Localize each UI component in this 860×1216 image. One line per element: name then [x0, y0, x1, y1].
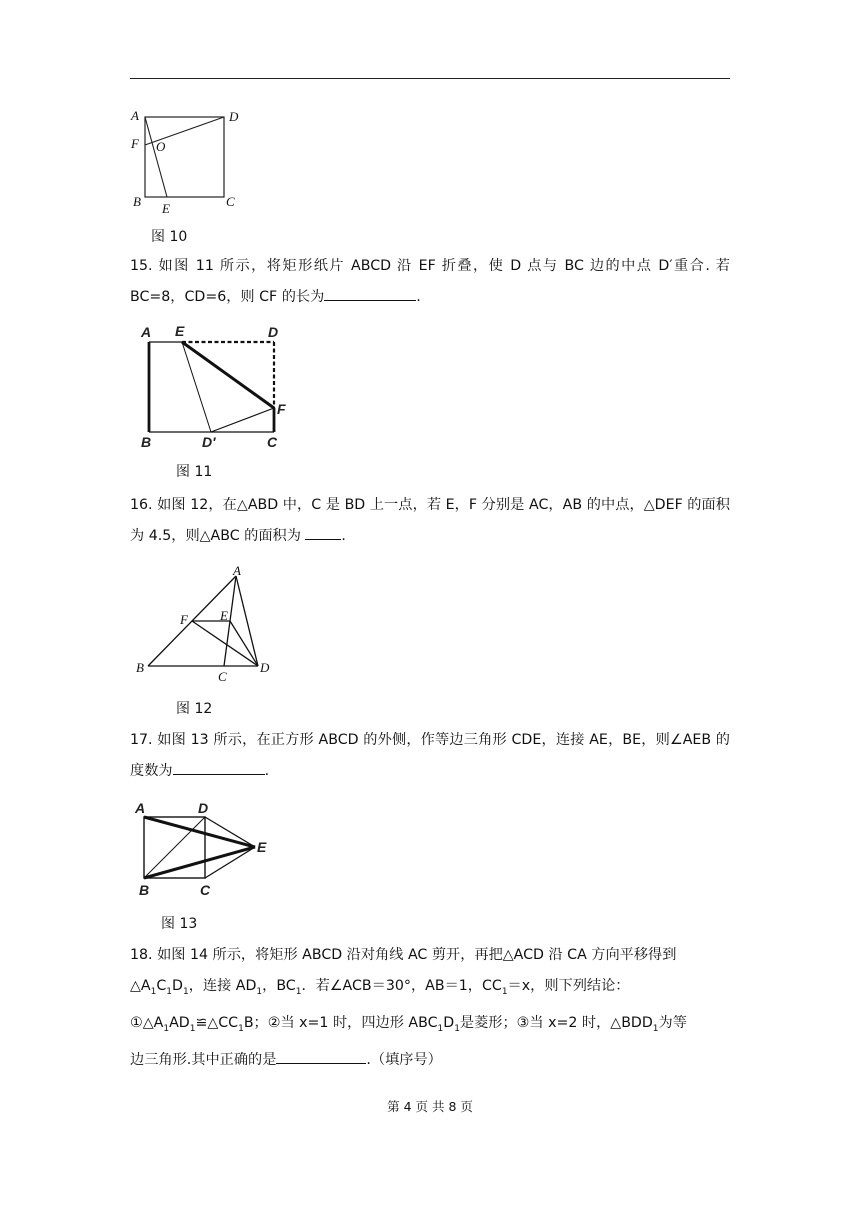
figure-12-diagram: [130, 562, 280, 687]
fig10-label-A: A: [131, 108, 139, 123]
q17-answer-blank[interactable]: [173, 759, 265, 775]
figure-13: [132, 798, 282, 903]
fig12-label-C: C: [218, 669, 227, 684]
q18-line-1: 18. 如图 14 所示，将矩形 ABCD 沿对角线 AC 剪开，再把△ACD 沿 CA 方向平移得到: [130, 947, 677, 963]
fig13-label-B: B: [139, 882, 150, 898]
fig10-label-D: D: [229, 109, 239, 124]
fig12-label-B: B: [136, 660, 144, 675]
figure-11-caption: 图 11: [176, 464, 213, 480]
fig11-label-Dprime: D′: [202, 434, 216, 450]
fig10-label-E: E: [162, 201, 170, 216]
figure-10-diagram: [128, 106, 248, 216]
q16-answer-blank[interactable]: [305, 524, 341, 540]
fig10-label-B: B: [133, 194, 141, 209]
fig11-label-B: B: [141, 434, 152, 450]
fig12-label-E: E: [220, 608, 228, 623]
question-15: 15. 如图 11 所示，将矩形纸片 ABCD 沿 EF 折叠，使 D 点与 BC 边的中点 D′重合. 若 BC=8，CD=6，则 CF 的长为 .: [130, 258, 730, 305]
fig13-label-C: C: [200, 882, 211, 898]
header-rule: [130, 78, 730, 79]
question-17: 17. 如图 13 所示，在正方形 ABCD 的外侧，作等边三角形 CDE，连接 AE，BE，则∠AEB 的度数为 .: [130, 732, 730, 779]
fig13-label-D: D: [198, 800, 209, 816]
q17-text: 17. 如图 13 所示，在正方形 ABCD 的外侧，作等边三角形 CDE，连接 AE，BE，则∠AEB 的度数为: [130, 732, 730, 779]
fig12-label-D: D: [260, 660, 270, 675]
question-16: 16. 如图 12，在△ABD 中，C 是 BD 上一点，若 E，F 分别是 AC，AB 的中点，△DEF 的面积为 4.5，则△ABC 的面积为 .: [130, 497, 730, 544]
fig12-label-A: A: [233, 563, 241, 578]
figure-12-caption: 图 12: [176, 701, 213, 717]
q15-answer-blank[interactable]: [324, 285, 416, 301]
fig11-label-F: F: [277, 401, 286, 417]
fig11-label-D: D: [268, 324, 279, 340]
figure-10-caption: 图 10: [151, 229, 188, 245]
fig11-label-A: A: [141, 324, 152, 340]
page-footer: 第 4 页 共 8 页: [387, 1099, 473, 1114]
fig12-label-F: F: [180, 612, 188, 627]
figure-11-diagram: [138, 322, 298, 452]
fig11-label-E: E: [175, 323, 185, 339]
fig10-label-O: O: [156, 139, 166, 154]
figure-11: [138, 322, 298, 452]
fig10-label-F: F: [131, 136, 139, 151]
q18-line-3: $①\triangle A_1AD_1≌\triangle CC_1B$；②当 x=1 时，四边形 $ABC_1D_1$是菱形；③当 x=2 时，$\triangle BDD_1$为等: [130, 1014, 687, 1034]
fig11-label-C: C: [267, 434, 278, 450]
fig10-label-C: C: [226, 194, 235, 209]
question-18: [130, 940, 730, 1076]
q15-text: 15. 如图 11 所示，将矩形纸片 ABCD 沿 EF 折叠，使 D 点与 BC 边的中点 D′重合. 若 BC=8，CD=6，则 CF 的长为: [130, 258, 730, 305]
figure-12: [130, 562, 280, 687]
figure-10: [128, 106, 248, 216]
fig13-label-E: E: [257, 839, 267, 855]
q18-answer-blank[interactable]: [276, 1048, 366, 1064]
q18-line-2: $\triangle A_1C_1D_1$，连接 $AD_1$，$BC_1$．若∠ACB＝30°，AB＝1，$CC_1=x$，则下列结论：: [130, 978, 630, 997]
q18-line-4: 边三角形.其中正确的是 .（填序号）: [130, 1045, 730, 1076]
q16-text: 16. 如图 12，在△ABD 中，C 是 BD 上一点，若 E，F 分别是 AC，AB 的中点，△DEF 的面积为 4.5，则△ABC 的面积为: [130, 497, 730, 544]
figure-13-diagram: [132, 798, 282, 903]
figure-13-caption: 图 13: [161, 916, 198, 932]
fig13-label-A: A: [135, 800, 146, 816]
